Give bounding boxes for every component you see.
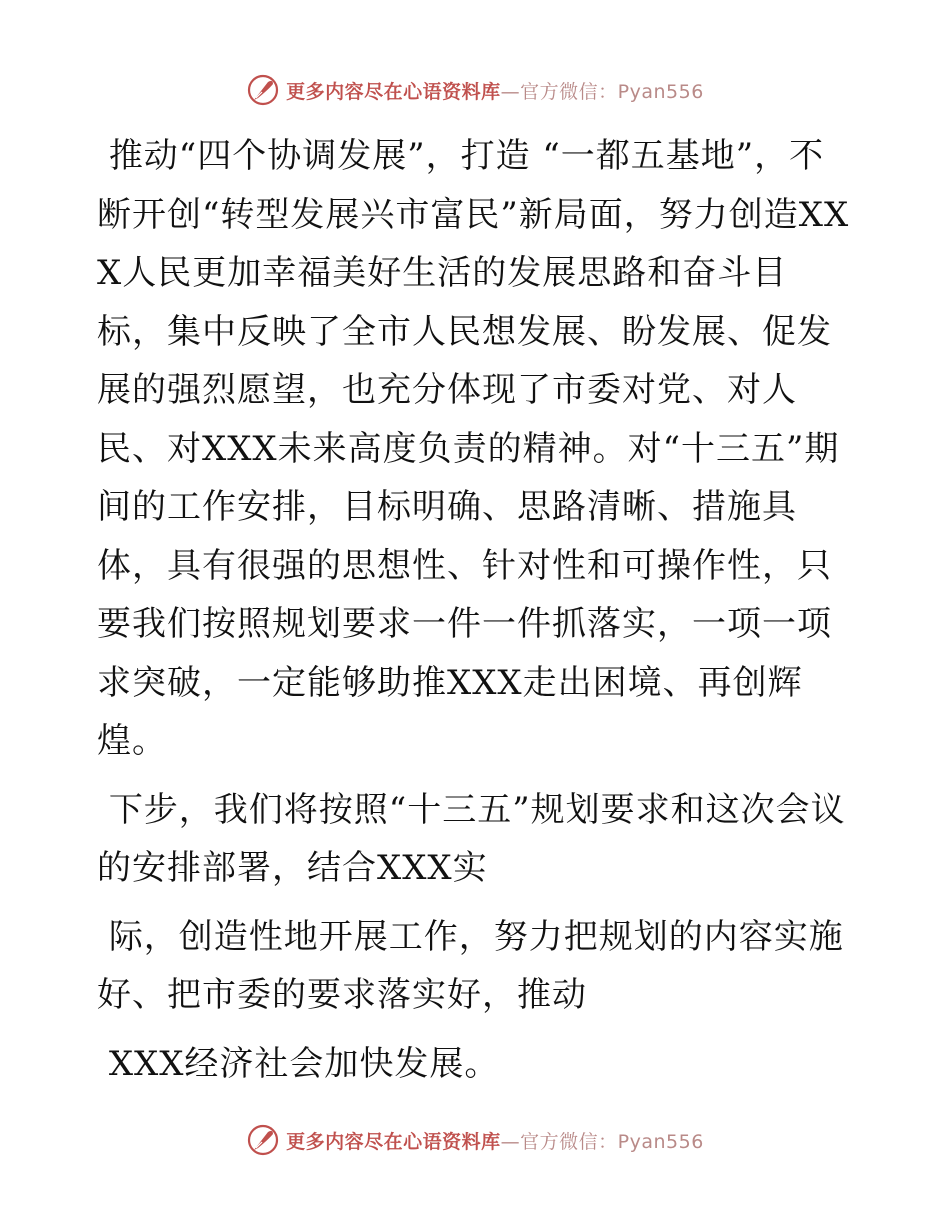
paragraph-1: 推动“四个协调发展”，打造 “一都五基地”，不断开创“转型发展兴市富民”新局面，努力创造XXX人民更加幸福美好生活的发展思路和奋斗目标，集中反映了全市人民想发展、盼发展、促发展的强烈愿望，也充分体现了市委对党、对人民、对XXX未来高度负责的精神。对“十三五”期间的工作安排，目标明确、思路清晰、措施具体，具有很强的思想性、针对性和可操作性，只要我们按照规划要求一件一件抓落实，一项一项求突破，一定能够助推XXX走出困境、再创辉煌。 [97, 136, 850, 761]
watermark-separator: — [500, 80, 521, 103]
paragraph-3: 际，创造性地开展工作，努力把规划的内容实施好、把市委的要求落实好，推动 [97, 916, 844, 1015]
paragraph-2: 下步，我们将按照“十三五”规划要求和这次会议的安排部署，结合XXX实 [97, 789, 846, 888]
paragraph-4: XXX经济社会加快发展。 [97, 1043, 500, 1084]
watermark-contact: 官方微信：Pyan556 [520, 1130, 704, 1153]
document-body [97, 127, 857, 1093]
watermark-text [286, 77, 704, 104]
watermark-site: 更多内容尽在心语资料库 [286, 80, 501, 103]
watermark-site: 更多内容尽在心语资料库 [286, 1130, 501, 1153]
quill-pen-logo-icon [246, 73, 280, 107]
quill-pen-logo-icon [246, 1123, 280, 1157]
watermark-separator: — [500, 1130, 521, 1153]
watermark-text [286, 1127, 704, 1154]
watermark-contact: 官方微信：Pyan556 [520, 80, 704, 103]
footer-watermark [0, 1120, 950, 1160]
header-watermark [0, 70, 950, 110]
